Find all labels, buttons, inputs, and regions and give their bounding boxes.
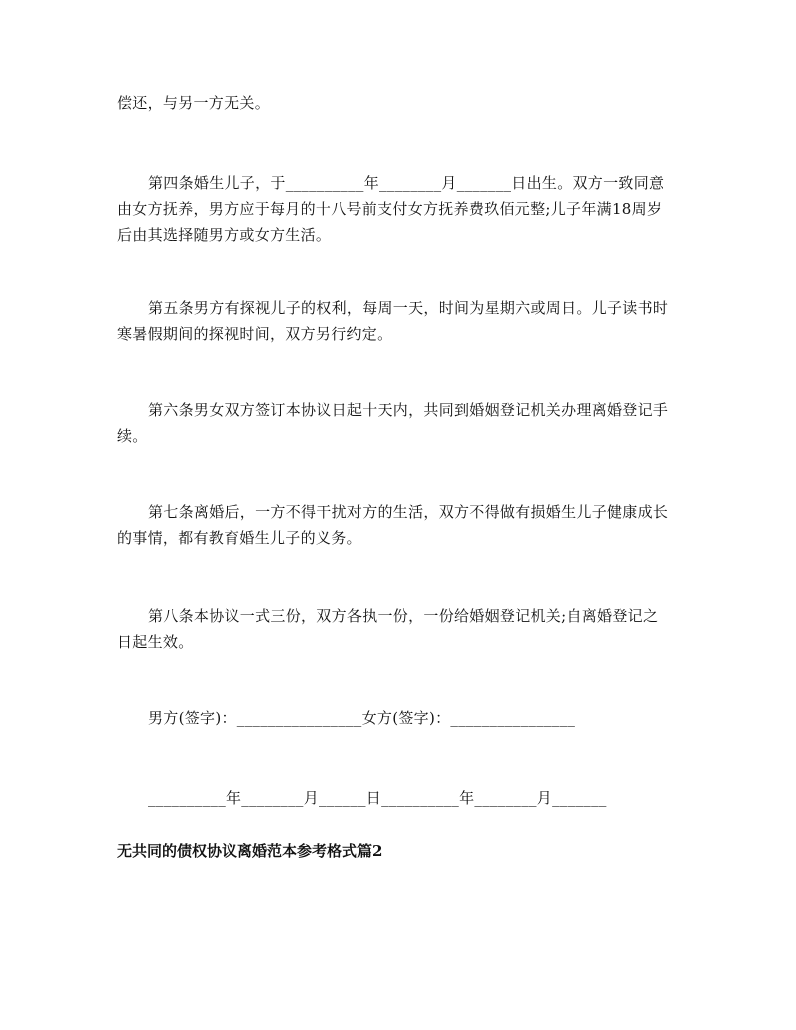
continuation-text: 偿还，与另一方无关。 (117, 94, 271, 112)
signature-line: 男方(签字)：________________女方(签字)：________________ (148, 709, 576, 727)
article-4-line-2: 由女方抚养，男方应于每月的十八号前支付女方抚养费玖佰元整;儿子年满18周岁 (117, 200, 663, 218)
article-6-line-2: 续。 (117, 427, 148, 445)
article-5-line-2: 寒暑假期间的探视时间，双方另行约定。 (117, 325, 393, 343)
article-5-line-1: 第五条男方有探视儿子的权利，每周一天，时间为星期六或周日。儿子读书时 (148, 299, 669, 317)
article-8-line-2: 日起生效。 (117, 633, 194, 651)
article-8-line-1: 第八条本协议一式三份，双方各执一份，一份给婚姻登记机关;自离婚登记之 (148, 607, 659, 625)
article-4-line-1: 第四条婚生儿子，于__________年________月_______日出生。双方一致同意 (148, 174, 665, 192)
section-title: 无共同的债权协议离婚范本参考格式篇2 (117, 842, 383, 860)
article-7-line-1: 第七条离婚后，一方不得干扰对方的生活，双方不得做有损婚生儿子健康成长 (148, 503, 669, 521)
date-line: __________年________月______日__________年________月_______ (148, 789, 607, 807)
article-4-line-3: 后由其选择随男方或女方生活。 (117, 226, 332, 244)
article-7-line-2: 的事情，都有教育婚生儿子的义务。 (117, 529, 362, 547)
article-6-line-1: 第六条男女双方签订本协议日起十天内，共同到婚姻登记机关办理离婚登记手 (148, 401, 669, 419)
